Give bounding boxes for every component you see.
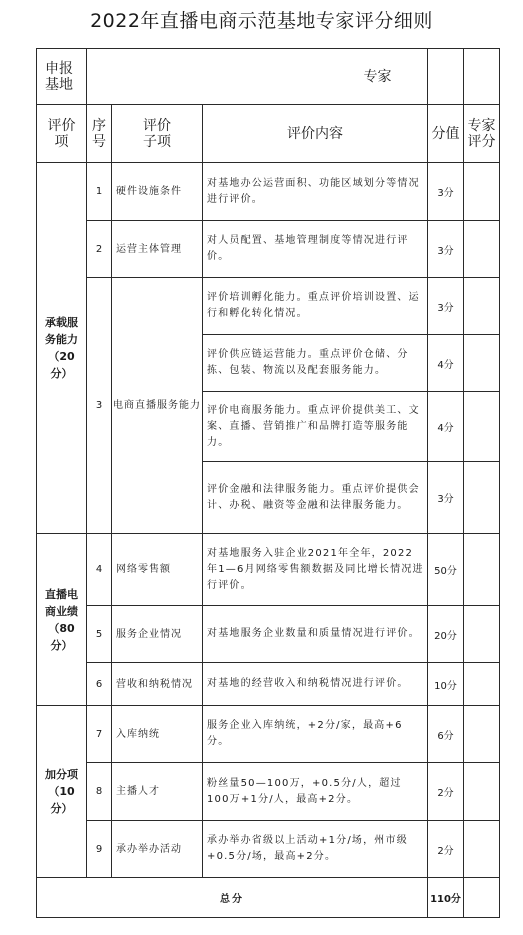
col-header-score: 分值 — [428, 105, 464, 163]
total-score: 110分 — [428, 878, 464, 918]
category-cell: 承载服 务能力 （20 分） — [37, 163, 87, 534]
row-score: 10分 — [428, 663, 464, 706]
row-score: 4分 — [428, 335, 464, 392]
expert-label: 专家 — [363, 69, 392, 85]
col-header-sub-item: 评价 子项 — [112, 105, 203, 163]
row-expert-score[interactable] — [464, 706, 500, 763]
row-index: 7 — [87, 706, 112, 763]
row-expert-score[interactable] — [464, 763, 500, 821]
row-expert-score[interactable] — [464, 534, 500, 606]
row-expert-score[interactable] — [464, 335, 500, 392]
row-index: 2 — [87, 221, 112, 278]
row-sub-item: 承办举办活动 — [112, 821, 203, 878]
row-content: 评价培训孵化能力。重点评价培训设置、运行和孵化转化情况。 — [203, 278, 428, 335]
row-score: 2分 — [428, 763, 464, 821]
table-row — [37, 221, 500, 278]
row-score: 3分 — [428, 163, 464, 221]
row-index: 1 — [87, 163, 112, 221]
row-content: 评价金融和法律服务能力。重点评价提供会计、办税、融资等金融和法律服务能力。 — [203, 462, 428, 534]
row-sub-item: 入库纳统 — [112, 706, 203, 763]
header-info-row — [37, 49, 500, 105]
row-score: 4分 — [428, 392, 464, 462]
table-row — [37, 534, 500, 606]
col-header-expert-score: 专家 评分 — [464, 105, 500, 163]
table-row — [37, 163, 500, 221]
row-content: 对基地服务入驻企业2021年全年，2022年1—6月网络零售额数据及同比增长情况进行评价。 — [203, 534, 428, 606]
row-content: 对基地办公运营面积、功能区域划分等情况进行评价。 — [203, 163, 428, 221]
row-expert-score[interactable] — [464, 663, 500, 706]
total-row — [37, 878, 500, 918]
row-sub-item: 硬件设施条件 — [112, 163, 203, 221]
row-content: 服务企业入库纳统，+2分/家，最高+6分。 — [203, 706, 428, 763]
row-sub-item: 运营主体管理 — [112, 221, 203, 278]
row-index: 5 — [87, 606, 112, 663]
row-content: 对人员配置、基地管理制度等情况进行评价。 — [203, 221, 428, 278]
row-score: 6分 — [428, 706, 464, 763]
table-row — [37, 663, 500, 706]
expert-value-cell — [464, 49, 500, 105]
scoring-table — [36, 48, 500, 918]
row-index: 3 — [87, 278, 112, 534]
category-cell: 加分项 （10 分） — [37, 706, 87, 878]
col-header-index: 序 号 — [87, 105, 112, 163]
col-header-category: 评价 项 — [37, 105, 87, 163]
base-label: 申报 基地 — [37, 49, 87, 105]
row-content: 对基地服务企业数量和质量情况进行评价。 — [203, 606, 428, 663]
row-score: 20分 — [428, 606, 464, 663]
table-row — [37, 821, 500, 878]
table-row — [37, 706, 500, 763]
row-expert-score[interactable] — [464, 221, 500, 278]
row-sub-item: 服务企业情况 — [112, 606, 203, 663]
row-expert-score[interactable] — [464, 821, 500, 878]
row-expert-score[interactable] — [464, 278, 500, 335]
row-score: 2分 — [428, 821, 464, 878]
page-title: 2022年直播电商示范基地专家评分细则 — [90, 10, 433, 32]
row-content: 评价供应链运营能力。重点评价仓储、分拣、包装、物流以及配套服务能力。 — [203, 335, 428, 392]
row-index: 4 — [87, 534, 112, 606]
row-sub-item: 电商直播服务能力 — [112, 278, 203, 534]
row-score: 3分 — [428, 278, 464, 335]
row-content: 粉丝量50—100万，+0.5分/人，超过100万+1分/人，最高+2分。 — [203, 763, 428, 821]
row-sub-item: 主播人才 — [112, 763, 203, 821]
row-expert-score[interactable] — [464, 163, 500, 221]
table-row — [37, 278, 500, 335]
column-header-row — [37, 105, 500, 163]
row-score: 50分 — [428, 534, 464, 606]
row-expert-score[interactable] — [464, 392, 500, 462]
row-content: 对基地的经营收入和纳税情况进行评价。 — [203, 663, 428, 706]
row-score: 3分 — [428, 221, 464, 278]
table-row — [37, 763, 500, 821]
row-index: 8 — [87, 763, 112, 821]
table-row — [37, 606, 500, 663]
row-score: 3分 — [428, 462, 464, 534]
category-cell: 直播电 商业绩 （80 分） — [37, 534, 87, 706]
row-index: 6 — [87, 663, 112, 706]
row-content: 承办举办省级以上活动+1分/场，州市级+0.5分/场，最高+2分。 — [203, 821, 428, 878]
expert-label-cell — [428, 49, 464, 105]
row-content: 评价电商服务能力。重点评价提供美工、文案、直播、营销推广和品牌打造等服务能力。 — [203, 392, 428, 462]
row-index: 9 — [87, 821, 112, 878]
row-expert-score[interactable] — [464, 462, 500, 534]
total-expert-score[interactable] — [464, 878, 500, 918]
row-sub-item: 网络零售额 — [112, 534, 203, 606]
row-expert-score[interactable] — [464, 606, 500, 663]
total-label: 总分 — [37, 878, 428, 918]
col-header-content: 评价内容 — [203, 105, 428, 163]
row-sub-item: 营收和纳税情况 — [112, 663, 203, 706]
